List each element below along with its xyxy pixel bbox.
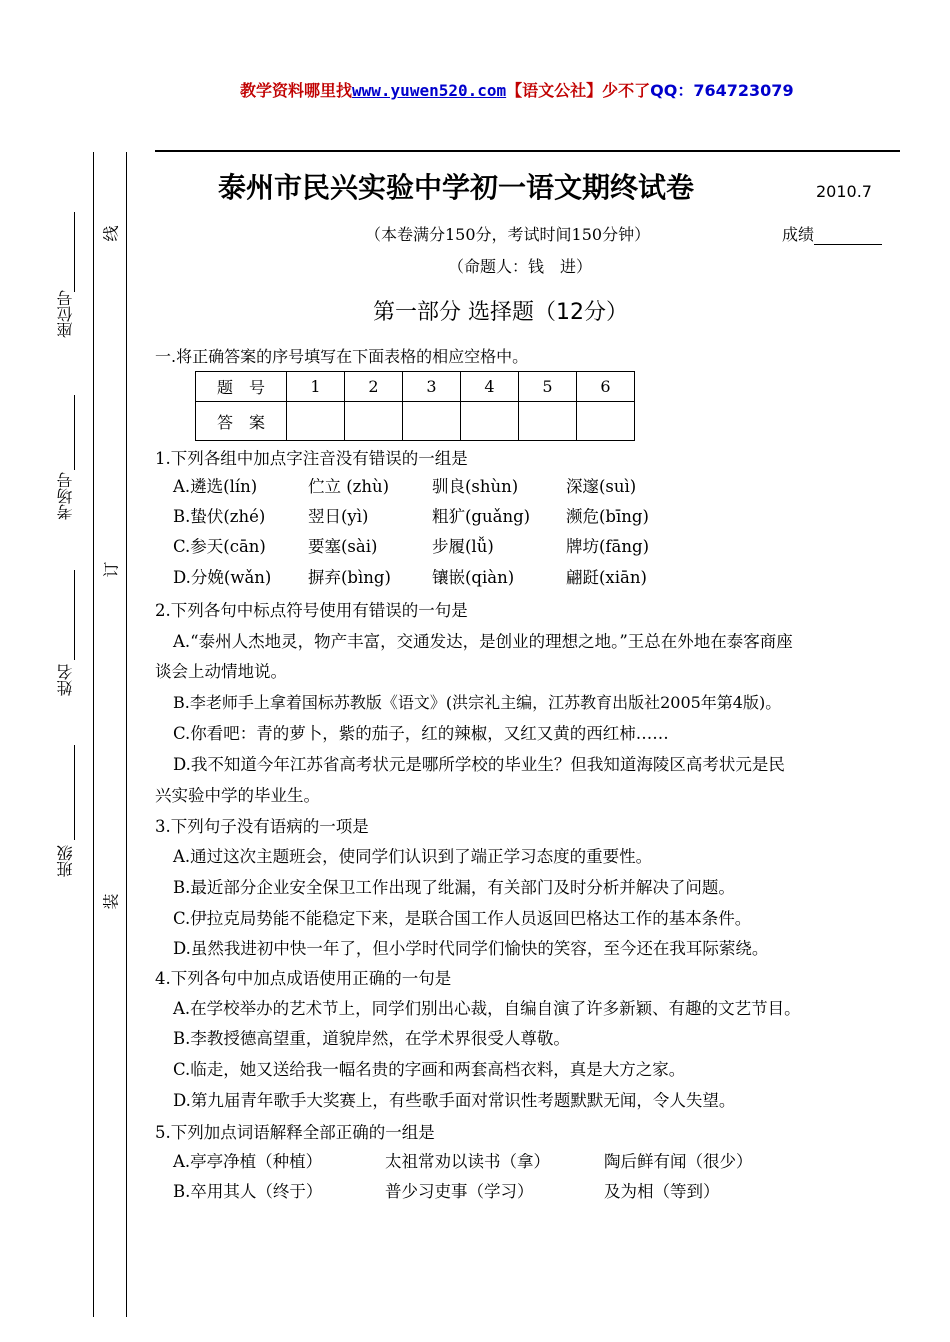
cut-mark-zhuang: 装 (101, 893, 121, 910)
question-5: 5.下列加点词语解释全部正确的一组是 (155, 1123, 435, 1142)
answer-cell[interactable] (519, 402, 577, 441)
q4-option-a: A.在学校举办的艺术节上，同学们别出心裁，自编自演了许多新颖、有趣的文艺节目。 (173, 999, 801, 1018)
answer-table (195, 371, 635, 441)
exam-date: 2010.7 (816, 182, 872, 201)
name-blank (74, 570, 75, 660)
q2-option-d-cont: 兴实验中学的毕业生。 (155, 786, 320, 805)
room-label: 考场号 (56, 472, 75, 520)
seat-label: 座位号 (56, 290, 75, 338)
q1-option: 伫立 (zhù) (308, 477, 390, 496)
q1-option: 驯良(shùn) (432, 477, 519, 496)
q5-option: 陶后鲜有闻（很少） (604, 1152, 753, 1171)
q1-option: D.分娩(wǎn) (173, 568, 272, 587)
q1-option: 翩跹(xiān) (566, 568, 647, 587)
author: （命题人：钱 进） (448, 257, 593, 276)
q1-option: 深邃(suì) (566, 477, 637, 496)
exam-info: （本卷满分150分，考试时间150分钟） (365, 225, 651, 244)
answer-cell[interactable] (403, 402, 461, 441)
table-col-num: 2 (345, 372, 403, 402)
class-label: 班级 (56, 845, 75, 877)
q2-option-d: D.我不知道今年江苏省高考状元是哪所学校的毕业生？但我知道海陵区高考状元是民 (173, 755, 785, 774)
question-3: 3.下列句子没有语病的一项是 (155, 817, 369, 836)
binding-line-inner (126, 152, 127, 1317)
section-heading: 一.将正确答案的序号填写在下面表格的相应空格中。 (155, 347, 529, 366)
answer-cell[interactable] (461, 402, 519, 441)
seat-blank (74, 212, 75, 292)
header-brand: 【语文公社】少不了 (506, 81, 651, 100)
qq-number: 764723079 (693, 81, 794, 100)
q2-option-b: B.李老师手上拿着国标苏教版《语文》(洪宗礼主编，江苏教育出版社2005年第4版)。 (173, 693, 782, 712)
q3-option-c: C.伊拉克局势能不能稳定下来，是联合国工作人员返回巴格达工作的基本条件。 (173, 909, 752, 928)
answer-cell[interactable] (345, 402, 403, 441)
q1-option: 牌坊(fāng) (566, 537, 650, 556)
score-field (782, 222, 882, 245)
table-col-num: 1 (287, 372, 345, 402)
header-prefix: 教学资料哪里找 (240, 81, 353, 100)
q1-option: C.参天(cān) (173, 537, 266, 556)
q1-option: 濒危(bīng) (566, 507, 649, 526)
class-blank (74, 745, 75, 840)
site-header (240, 78, 794, 101)
q3-option-b: B.最近部分企业安全保卫工作出现了纰漏，有关部门及时分析并解决了问题。 (173, 878, 735, 897)
score-label: 成绩 (782, 225, 815, 244)
q4-option-d: D.第九届青年歌手大奖赛上，有些歌手面对常识性考题默默无闻，令人失望。 (173, 1091, 736, 1110)
q1-option: 粗犷(guǎng) (432, 507, 531, 526)
q3-option-d: D.虽然我进初中快一年了，但小学时代同学们愉快的笑容，至今还在我耳际萦绕。 (173, 939, 769, 958)
q1-option: A.遴选(lín) (173, 477, 258, 496)
table-col-num: 6 (577, 372, 635, 402)
top-rule (155, 150, 900, 152)
q2-option-a: A.“泰州人杰地灵，物产丰富，交通发达，是创业的理想之地。”王总在外地在泰客商座 (173, 632, 793, 651)
q4-option-b: B.李教授德高望重，道貌岸然，在学术界很受人尊敬。 (173, 1029, 570, 1048)
q1-option: 要塞(sài) (308, 537, 378, 556)
table-col-num: 3 (403, 372, 461, 402)
table-col-num: 4 (461, 372, 519, 402)
table-answer-label: 答 案 (196, 402, 287, 441)
q2-option-a-cont: 谈会上动情地说。 (155, 662, 287, 681)
question-1: 1.下列各组中加点字注音没有错误的一组是 (155, 449, 468, 468)
q5-option: B.卒用其人（终于） (173, 1182, 323, 1201)
q3-option-a: A.通过这次主题班会，使同学们认识到了端正学习态度的重要性。 (173, 847, 653, 866)
room-blank (74, 395, 75, 470)
site-link[interactable]: www.yuwen520.com (352, 81, 507, 100)
q1-option: B.蛰伏(zhé) (173, 507, 266, 526)
q1-option: 摒弃(bìng) (308, 568, 391, 587)
cut-mark-xian: 线 (101, 225, 121, 242)
q5-option: 普少习吏事（学习） (385, 1182, 534, 1201)
cut-mark-ding: 订 (101, 561, 121, 578)
name-label: 姓名 (56, 664, 75, 696)
q4-option-c: C.临走，她又送给我一幅名贵的字画和两套高档衣料，真是大方之家。 (173, 1060, 686, 1079)
answer-cell[interactable] (287, 402, 345, 441)
question-2: 2.下列各句中标点符号使用有错误的一句是 (155, 601, 468, 620)
qq-label: QQ： (650, 81, 694, 100)
q1-option: 镶嵌(qiàn) (432, 568, 515, 587)
binding-line-outer (93, 152, 94, 1317)
part-heading: 第一部分 选择题（12分） (373, 300, 628, 325)
answer-cell[interactable] (577, 402, 635, 441)
table-col-num: 5 (519, 372, 577, 402)
question-4: 4.下列各句中加点成语使用正确的一句是 (155, 969, 452, 988)
q1-option: 步履(lǚ) (432, 537, 494, 556)
q5-option: A.亭亭净植（种植） (173, 1152, 323, 1171)
q5-option: 太祖常劝以读书（拿） (385, 1152, 550, 1171)
score-blank[interactable] (814, 230, 882, 245)
table-header-label: 题 号 (196, 372, 287, 402)
q1-option: 翌日(yì) (308, 507, 369, 526)
q5-option: 及为相（等到） (604, 1182, 720, 1201)
page-title: 泰州市民兴实验中学初一语文期终试卷 (218, 171, 695, 204)
q2-option-c: C.你看吧：青的萝卜，紫的茄子，红的辣椒，又红又黄的西红柿…… (173, 724, 669, 743)
